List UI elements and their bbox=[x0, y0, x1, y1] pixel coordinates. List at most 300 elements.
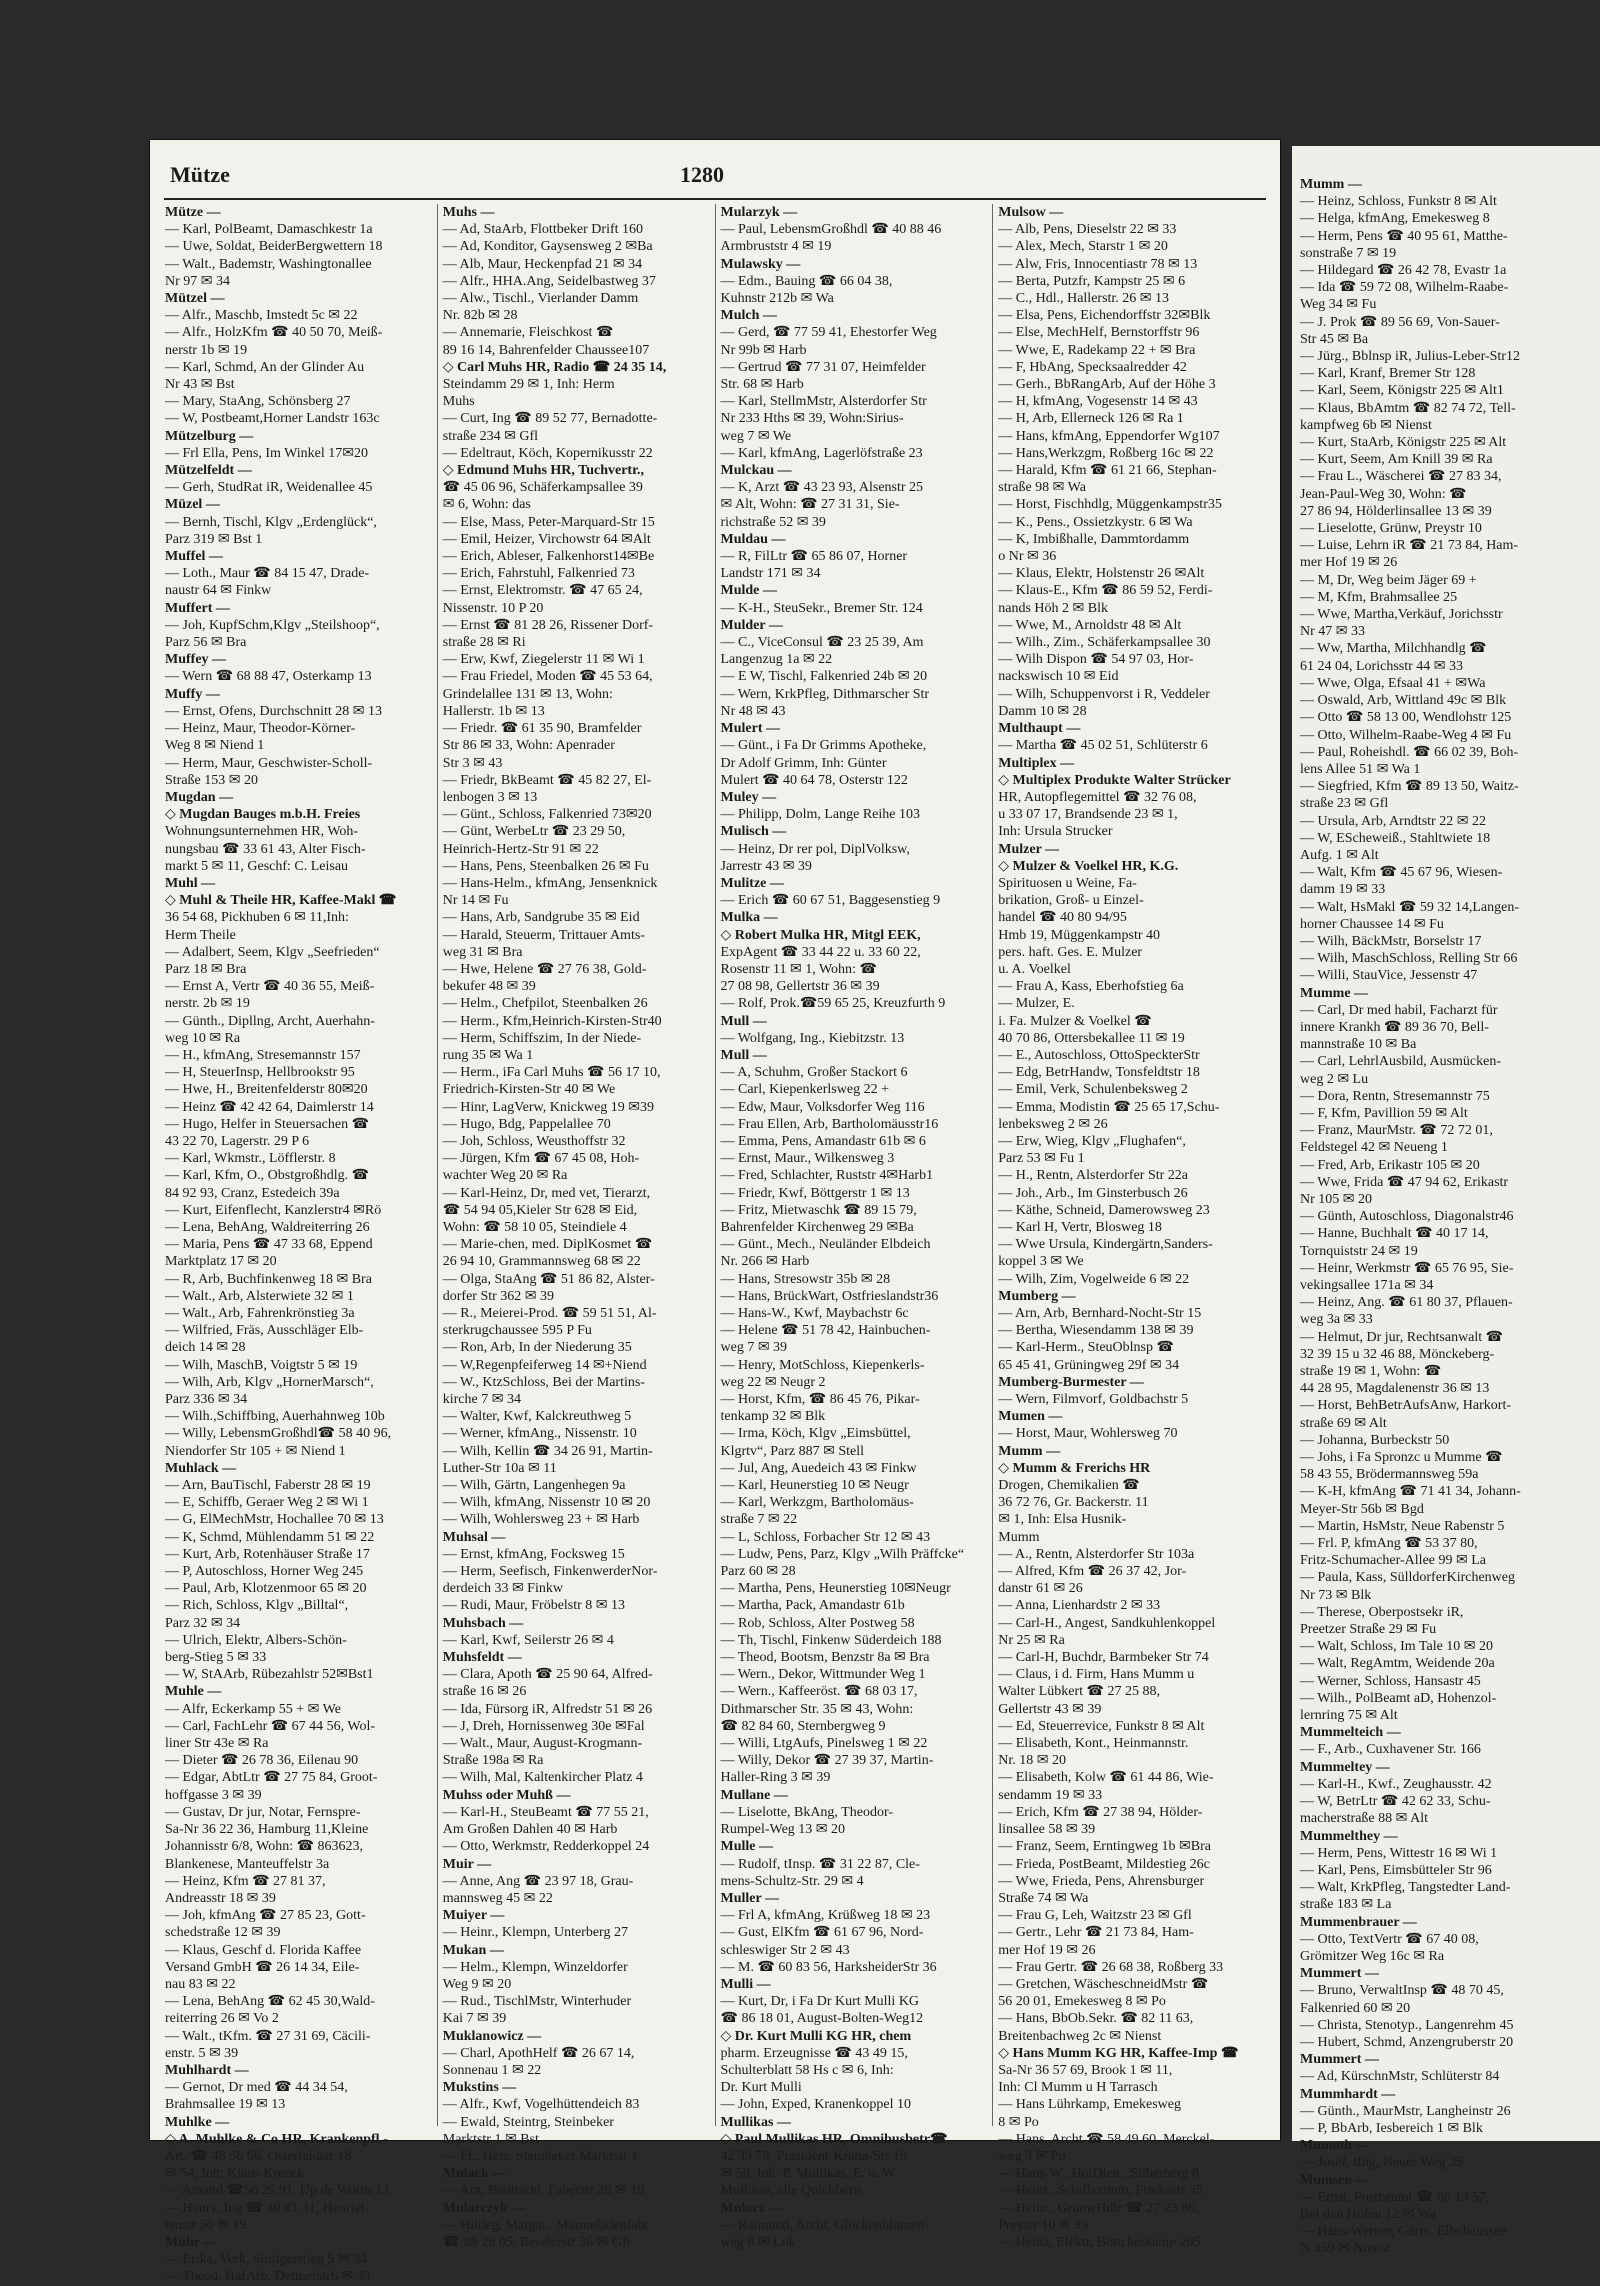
directory-entry: liner Str 43e ✉ Ra bbox=[165, 1736, 269, 1752]
directory-columns bbox=[160, 204, 1270, 2285]
directory-entry: — Adalbert, Seem, Klgv „Seefrieden“ bbox=[165, 944, 380, 960]
directory-entry: — W, BetrLtr ☎ 42 62 33, Schu- bbox=[1300, 1794, 1491, 1810]
directory-entry: — Walt., Arb, Alsterwiete 32 ✉ 1 bbox=[165, 1288, 354, 1304]
directory-entry: — Carl, Dr med habil, Facharzt für bbox=[1300, 1002, 1498, 1018]
directory-entry: — Edw, Maur, Volksdorfer Weg 116 bbox=[720, 1099, 925, 1115]
directory-entry: — Karl, kfmAng, Lagerlöfstraße 23 bbox=[720, 445, 923, 461]
directory-entry: — Lieselotte, Grünw, Preystr 10 bbox=[1300, 521, 1482, 537]
directory-entry: Dr. Kurt Mulli bbox=[720, 2080, 802, 2096]
directory-entry: Brahmsallee 19 ✉ 13 bbox=[165, 2097, 286, 2113]
directory-entry: — Alfr., Maschb, Imstedt 5c ✉ 22 bbox=[165, 308, 358, 324]
directory-entry: — Hans-Helm., kfmAng, Jensenknick bbox=[442, 875, 658, 891]
directory-entry: — Joh, Schloss, Weusthoffstr 32 bbox=[442, 1133, 626, 1149]
directory-entry: — Alfred, Kfm ☎ 26 37 42, Jor- bbox=[998, 1564, 1187, 1580]
directory-entry: — Hugo, Bdg, Pappelallee 70 bbox=[442, 1116, 611, 1132]
surname-heading: Mukstins — bbox=[442, 2080, 517, 2096]
directory-entry: — Karl, Pens, Eimsbütteler Str 96 bbox=[1300, 1862, 1492, 1878]
directory-entry: — Heinz, Maur, Theodor-Körner- bbox=[165, 721, 356, 737]
directory-entry: 43 22 70, Lagerstr. 29 P 6 bbox=[165, 1133, 310, 1149]
directory-entry: — Hans-W., Kwf, Maybachstr 6c bbox=[720, 1306, 909, 1321]
directory-entry: — Helm., Klempn, Winzeldorfer bbox=[442, 1959, 628, 1975]
directory-entry: — Karl, Wkmstr., Löfflerstr. 8 bbox=[165, 1151, 336, 1167]
directory-entry: — W., KtzSchloss, Bei der Martins- bbox=[442, 1374, 645, 1390]
surname-heading: Mütze — bbox=[165, 205, 221, 220]
surname-heading: Muffey — bbox=[165, 652, 227, 668]
directory-entry: — Ernst, kfmAng, Focksweg 15 bbox=[442, 1546, 625, 1562]
directory-entry: — Frau G, Leh, Waitzstr 23 ✉ Gfl bbox=[998, 1908, 1192, 1924]
directory-entry: — Hans, Archt ☎ 58 49 60, Merckel- bbox=[998, 2131, 1215, 2147]
directory-entry: — Hildeg, Margar., Marmeladenfabr bbox=[442, 2217, 650, 2233]
directory-entry: Nr 47 ✉ 33 bbox=[1300, 624, 1366, 640]
directory-entry: — Liselotte, BkAng, Theodor- bbox=[720, 1804, 893, 1820]
directory-entry: — Irma, Köch, Klgv „Eimsbüttel, bbox=[720, 1426, 911, 1442]
directory-entry: Weg 34 ✉ Fu bbox=[1300, 297, 1377, 313]
directory-entry: Spirituosen u Weine, Fa- bbox=[998, 875, 1137, 891]
directory-entry: — Herm., iFa Carl Muhs ☎ 56 17 10, bbox=[442, 1065, 661, 1081]
directory-entry: — Hans, BbOb.Sekr. ☎ 82 11 63, bbox=[998, 2011, 1194, 2027]
surname-heading: Muhsal — bbox=[442, 1529, 506, 1545]
surname-heading: Mummert — bbox=[1300, 2052, 1379, 2068]
directory-entry: Feldstegel 42 ✉ Neueng 1 bbox=[1300, 1140, 1448, 1156]
directory-entry: Jarrestr 43 ✉ 39 bbox=[720, 858, 812, 874]
directory-entry: — H, SteuerInsp, Hellbrookstr 95 bbox=[165, 1065, 355, 1081]
directory-entry: — Karl-H., Kwf., Zeughausstr. 42 bbox=[1300, 1776, 1492, 1792]
directory-entry: u 33 07 17, Brandsende 23 ✉ 1, bbox=[998, 807, 1178, 823]
directory-entry: — Gertr., Lehr ☎ 21 73 84, Ham- bbox=[998, 1925, 1194, 1941]
surname-heading: Muhs — bbox=[442, 205, 495, 220]
directory-entry: Weg 8 ✉ Niend 1 bbox=[165, 738, 265, 754]
directory-entry: — K, Schmd, Mühlendamm 51 ✉ 22 bbox=[165, 1529, 375, 1545]
directory-entry: Rumpel-Weg 13 ✉ 20 bbox=[720, 1822, 846, 1838]
directory-entry: — Walter, Kwf, Kalckreuthweg 5 bbox=[442, 1409, 632, 1425]
directory-entry: — Otto, Werkmstr, Redderkoppel 24 bbox=[442, 1839, 650, 1855]
directory-entry: weg 7 ✉ 39 bbox=[720, 1340, 788, 1356]
surname-heading: Muhl — bbox=[165, 875, 216, 891]
directory-entry: richstraße 52 ✉ 39 bbox=[720, 514, 826, 530]
directory-entry: ◇ Mumm & Frerichs HR bbox=[998, 1460, 1151, 1476]
directory-entry: — Erich, Kfm ☎ 27 38 94, Hölder- bbox=[998, 1804, 1203, 1820]
directory-entry: tenstr 50 ✉ 19 bbox=[165, 2217, 247, 2233]
directory-entry: — Wern, KrkPfleg, Dithmarscher Str bbox=[720, 686, 930, 702]
directory-entry: — Arn, Bautischl, Faberstr 28 ✉ 19 bbox=[442, 2183, 645, 2199]
directory-entry: — Martin, HsMstr, Neue Rabenstr 5 bbox=[1300, 1518, 1505, 1534]
directory-entry: ◇ Paul Mullikas HR, Omnibusbetr☎ bbox=[720, 2131, 948, 2147]
directory-entry: ☎ 82 84 60, Sternbergweg 9 bbox=[720, 1718, 886, 1734]
directory-entry: — Günt., Schloss, Falkenried 73✉20 bbox=[442, 807, 652, 823]
directory-entry: — Clara, Apoth ☎ 25 90 64, Alfred- bbox=[442, 1667, 653, 1683]
page-header bbox=[150, 140, 1280, 190]
directory-entry: — E, Schiffb, Geraer Weg 2 ✉ Wi 1 bbox=[165, 1495, 369, 1511]
directory-entry: — Frau Gertr. ☎ 26 68 38, Roßberg 33 bbox=[998, 1959, 1224, 1975]
surname-heading: Mulli — bbox=[720, 1976, 771, 1992]
directory-entry: ExpAgent ☎ 33 44 22 u. 33 60 22, bbox=[720, 944, 921, 960]
directory-entry: ☎ 45 06 96, Schäferkampsallee 39 bbox=[442, 480, 643, 496]
directory-entry: Nr. 18 ✉ 20 bbox=[998, 1753, 1066, 1769]
directory-entry: — Ida ☎ 59 72 08, Wilhelm-Raabe- bbox=[1300, 280, 1509, 296]
directory-entry: naustr 64 ✉ Finkw bbox=[165, 583, 272, 599]
column-2 bbox=[437, 204, 715, 2250]
directory-entry: — Kurt, StaArb, Königstr 225 ✉ Alt bbox=[1300, 435, 1507, 451]
directory-entry: kampfweg 6b ✉ Nienst bbox=[1300, 417, 1432, 433]
directory-entry: — W, EScheweiß., Stahltwiete 18 bbox=[1300, 830, 1491, 846]
directory-entry: Versand GmbH ☎ 26 14 34, Eile- bbox=[165, 1959, 360, 1975]
directory-entry: Parz 56 ✉ Bra bbox=[165, 635, 247, 651]
directory-entry: — Alfr., HolzKfm ☎ 40 50 70, Meiß- bbox=[165, 325, 383, 341]
directory-entry: wachter Weg 20 ✉ Ra bbox=[442, 1168, 568, 1184]
surname-heading: Mummeltey — bbox=[1300, 1759, 1390, 1775]
directory-entry: — Heinz, Elektr, Böttcherkamp 205 bbox=[998, 2234, 1201, 2250]
directory-entry: — Ad, StaArb, Flottbeker Drift 160 bbox=[442, 222, 644, 238]
directory-entry: — Olga, StaAng ☎ 51 86 82, Alster- bbox=[442, 1271, 655, 1287]
directory-entry: Parz 336 ✉ 34 bbox=[165, 1392, 248, 1408]
directory-entry: — Friedr, Kwf, Böttgerstr 1 ✉ 13 bbox=[720, 1185, 910, 1201]
directory-entry: pers. haft. Ges. E. Mulzer bbox=[998, 944, 1143, 960]
directory-entry: Nr 97 ✉ 34 bbox=[165, 273, 231, 289]
directory-entry: Falkenried 60 ✉ 20 bbox=[1300, 2000, 1411, 2016]
directory-entry: ☎ 89 29 05, Beselerstr 36 ✉ Gfl bbox=[442, 2234, 631, 2250]
directory-entry: Hmb 19, Müggenkampstr 40 bbox=[998, 927, 1161, 943]
surname-heading: Müzel — bbox=[165, 497, 220, 513]
directory-entry: — Hans, kfmAng, Eppendorfer Wg107 bbox=[998, 428, 1220, 444]
directory-entry: danstr 61 ✉ 26 bbox=[998, 1581, 1083, 1597]
directory-entry: — Rudolf, tInsp. ☎ 31 22 87, Cle- bbox=[720, 1856, 920, 1872]
directory-entry: — Ewald, Steintrg, Steinbeker bbox=[442, 2114, 614, 2130]
directory-entry: — Hinr, LagVerw, Knickweg 19 ✉39 bbox=[442, 1099, 655, 1115]
directory-entry: innere Krankh ☎ 89 36 70, Bell- bbox=[1300, 1019, 1489, 1035]
directory-entry: — Wwe, Frieda, Pens, Ahrensburger bbox=[998, 1873, 1205, 1889]
directory-entry: Str 86 ✉ 33, Wohn: Apenrader bbox=[442, 738, 615, 754]
directory-entry: — Carl-H., Angest, Sandkuhlenkoppel bbox=[998, 1615, 1216, 1631]
directory-entry: — Horst, BehBetrAufsAnw, Harkort- bbox=[1300, 1398, 1511, 1414]
directory-entry: Nr 105 ✉ 20 bbox=[1300, 1191, 1373, 1207]
directory-entry: ◇ Multiplex Produkte Walter Strücker bbox=[998, 772, 1231, 788]
directory-entry: ◇ Mulzer & Voelkel HR, K.G. bbox=[998, 858, 1179, 874]
surname-heading: Mulder — bbox=[720, 617, 783, 633]
directory-entry: — Hwe, Helene ☎ 27 76 38, Gold- bbox=[442, 961, 647, 977]
directory-entry: ◇ Carl Muhs HR, Radio ☎ 24 35 14, bbox=[442, 359, 667, 375]
directory-entry: weg 7 ✉ We bbox=[720, 428, 792, 444]
directory-entry: — Walt., Bademstr, Washingtonallee bbox=[165, 256, 372, 272]
directory-entry: — J, Dreh, Hornissenweg 30e ✉Fal bbox=[442, 1718, 645, 1734]
directory-entry: — Wwe, E, Radekamp 22 + ✉ Bra bbox=[998, 342, 1196, 358]
directory-entry: — Fred, Arb, Erikastr 105 ✉ 20 bbox=[1300, 1157, 1480, 1173]
directory-entry: — John, Exped, Kranenkoppel 10 bbox=[720, 2097, 912, 2113]
directory-entry: — Gustav, Dr jur, Notar, Fernspre- bbox=[165, 1804, 361, 1820]
directory-entry: — Martha ☎ 45 02 51, Schlüterstr 6 bbox=[998, 738, 1208, 754]
directory-entry: — Frl A, kfmAng, Krüßweg 18 ✉ 23 bbox=[720, 1908, 931, 1924]
surname-heading: Mützelfeldt — bbox=[165, 463, 252, 479]
surname-heading: Mulle — bbox=[720, 1839, 773, 1855]
directory-entry: — Wwe Ursula, Kindergärtn,Sanders- bbox=[998, 1237, 1213, 1253]
directory-entry: Mulert ☎ 40 64 78, Osterstr 122 bbox=[720, 772, 908, 788]
directory-entry: — Walt, KrkPfleg, Tangstedter Land- bbox=[1300, 1880, 1511, 1896]
directory-entry: — Herm, Pens, Wittestr 16 ✉ Wi 1 bbox=[1300, 1845, 1498, 1861]
directory-entry: — M. ☎ 60 83 56, HarksheiderStr 36 bbox=[720, 1959, 937, 1975]
directory-entry: — Carl, FachLehr ☎ 67 44 56, Wol- bbox=[165, 1718, 376, 1734]
directory-entry: — Kurt, Eifenflecht, Kanzlerstr4 ✉Rö bbox=[165, 1202, 382, 1218]
directory-entry: deich 14 ✉ 28 bbox=[165, 1340, 246, 1356]
directory-entry: N 359 ✉ Nienst bbox=[1300, 2241, 1390, 2257]
directory-entry: — Willy, LebensmGroßhdl☎ 58 40 96, bbox=[165, 1426, 392, 1442]
directory-entry: — Werner, Schloss, Hansastr 45 bbox=[1300, 1673, 1481, 1689]
directory-entry: — Johs, i Fa Spronzc u Mumme ☎ bbox=[1300, 1450, 1503, 1466]
directory-entry: — Walt, Schloss, Im Tale 10 ✉ 20 bbox=[1300, 1639, 1494, 1655]
next-page-edge bbox=[1292, 146, 1600, 2257]
directory-entry: Sa-Nr 36 22 36, Hamburg 11,Kleine bbox=[165, 1822, 369, 1838]
surname-heading: Mumen — bbox=[998, 1409, 1063, 1425]
directory-entry: — Hans-W., HotDien., Silberberg 8 bbox=[998, 2166, 1199, 2182]
directory-entry: — Frl. P, kfmAng ☎ 53 37 80, bbox=[1300, 1536, 1478, 1552]
directory-entry: — Wilh, MaschSchloss, Relling Str 66 bbox=[1300, 951, 1518, 967]
directory-entry: — Kurt, Arb, Rotenhäuser Straße 17 bbox=[165, 1546, 370, 1562]
directory-entry: — Ron, Arb, In der Niederung 35 bbox=[442, 1340, 632, 1356]
directory-entry: Preetzer Straße 29 ✉ Fu bbox=[1300, 1622, 1437, 1638]
directory-entry: — Marie-chen, med. DiplKosmet ☎ bbox=[442, 1237, 653, 1253]
directory-entry: — Paul, LebensmGroßhdl ☎ 40 88 46 bbox=[720, 222, 942, 238]
directory-entry: — Uwe, Soldat, BeiderBergwettern 18 bbox=[165, 239, 383, 255]
directory-entry: — Walt, HsMakl ☎ 59 32 14,Langen- bbox=[1300, 899, 1520, 915]
directory-entry: — Heinz, Schloss, Funkstr 8 ✉ Alt bbox=[1300, 194, 1497, 210]
directory-entry: — H., Rentn, Alsterdorfer Str 22a bbox=[998, 1168, 1188, 1184]
directory-entry: — Helmut, Dr jur, Rechtsanwalt ☎ bbox=[1300, 1329, 1504, 1345]
directory-entry: Hallerstr. 1b ✉ 13 bbox=[442, 703, 545, 719]
directory-entry: — K, Arzt ☎ 43 23 93, Alsenstr 25 bbox=[720, 480, 924, 496]
directory-entry: — Wwe, Olga, Efsaal 41 + ✉Wa bbox=[1300, 675, 1486, 691]
directory-entry: — K., Pens., Ossietzkystr. 6 ✉ Wa bbox=[998, 514, 1193, 530]
directory-entry: — Th, Tischl, Finkenw Süderdeich 188 bbox=[720, 1632, 942, 1648]
directory-entry: — E W, Tischl, Falkenried 24b ✉ 20 bbox=[720, 669, 928, 685]
directory-entry: — Carl-H, Buchdr, Barmbeker Str 74 bbox=[998, 1650, 1209, 1666]
directory-entry: Aufg. 1 ✉ Alt bbox=[1300, 847, 1379, 863]
directory-page bbox=[150, 140, 1280, 2285]
directory-entry: — Günt., Mech., Neuländer Elbdeich bbox=[720, 1237, 931, 1253]
directory-entry: — Ad, KürschnMstr, Schlüterstr 84 bbox=[1300, 2069, 1500, 2085]
directory-entry: — Arn, BauTischl, Faberstr 28 ✉ 19 bbox=[165, 1478, 371, 1494]
directory-entry: weg 3 ✉ Po bbox=[998, 2148, 1066, 2164]
directory-entry: — Emil, Heizer, Virchowstr 64 ✉Alt bbox=[442, 531, 651, 547]
directory-entry: — Karl-Herm., SteuOblnsp ☎ bbox=[998, 1340, 1174, 1356]
directory-entry: nau 83 ✉ 22 bbox=[165, 1976, 236, 1992]
directory-entry: — Heinr., Schiffszimm, Frickestr 35 bbox=[998, 2183, 1203, 2199]
directory-entry: — Hans, Pens, Steenbalken 26 ✉ Fu bbox=[442, 858, 649, 874]
directory-entry: — Karl H, Vertr, Blosweg 18 bbox=[998, 1219, 1162, 1235]
directory-entry: reiterring 26 ✉ Vo 2 bbox=[165, 2011, 279, 2027]
directory-entry: — Karl, Kfm, O., Obstgroßhdlg. ☎ bbox=[165, 1168, 370, 1184]
directory-entry: — Emma, Pens, Amandastr 61b ✉ 6 bbox=[720, 1133, 926, 1149]
directory-entry: Langenzug 1a ✉ 22 bbox=[720, 652, 833, 668]
directory-entry: Nr 73 ✉ Blk bbox=[1300, 1587, 1372, 1603]
surname-heading: Mukan — bbox=[442, 1942, 504, 1958]
directory-entry: Blankenese, Manteuffelstr 3a bbox=[165, 1856, 330, 1872]
directory-entry: mer Hof 19 ✉ 26 bbox=[1300, 555, 1398, 571]
directory-entry: lernring 75 ✉ Alt bbox=[1300, 1708, 1398, 1724]
directory-entry: Nissenstr. 10 P 20 bbox=[442, 600, 544, 616]
directory-entry: 61 24 04, Lorichsstr 44 ✉ 33 bbox=[1300, 658, 1463, 674]
directory-entry: — Emil, Verk, Schulenbeksweg 2 bbox=[998, 1082, 1188, 1098]
directory-entry: — Hildegard ☎ 26 42 78, Evastr 1a bbox=[1300, 263, 1507, 279]
directory-entry: — Theod, HafArb, Detmerstr6 ✉ 33 bbox=[165, 2269, 371, 2285]
directory-entry: — Heinr., Klempn, Unterberg 27 bbox=[442, 1925, 628, 1941]
directory-entry: — Ernst, Elektromstr. ☎ 47 65 24, bbox=[442, 583, 643, 599]
directory-entry: — Ww, Martha, Milchhandlg ☎ bbox=[1300, 641, 1487, 657]
directory-entry: — M, Dr, Weg beim Jäger 69 + bbox=[1300, 572, 1477, 588]
directory-entry: Sa-Nr 36 57 69, Brook 1 ✉ 11, bbox=[998, 2062, 1173, 2078]
directory-entry: 44 28 95, Magdalenenstr 36 ✉ 13 bbox=[1300, 1381, 1490, 1397]
directory-entry: — W, StAArb, Rübezahlstr 52✉Bst1 bbox=[165, 1667, 374, 1683]
directory-entry: weg 3a ✉ 33 bbox=[1300, 1312, 1373, 1328]
directory-entry: — Gertrud ☎ 77 31 07, Heimfelder bbox=[720, 359, 926, 375]
directory-entry: weg 10 ✉ Ra bbox=[165, 1030, 241, 1046]
directory-entry: — R., Meierei-Prod. ☎ 59 51 51, Al- bbox=[442, 1306, 657, 1321]
directory-entry: Haller-Ring 3 ✉ 39 bbox=[720, 1770, 831, 1786]
directory-entry: 58 43 55, Brödermannsweg 59a bbox=[1300, 1467, 1479, 1483]
directory-entry: bekufer 48 ✉ 39 bbox=[442, 979, 536, 995]
directory-entry: — Bernh, Tischl, Klgv „Erdenglück“, bbox=[165, 514, 377, 530]
directory-entry: — C., Hdl., Hallerstr. 26 ✉ 13 bbox=[998, 291, 1170, 307]
surname-heading: Muffert — bbox=[165, 600, 230, 616]
directory-entry: sendamm 19 ✉ 33 bbox=[998, 1787, 1103, 1803]
directory-entry: — Klaus, Geschf d. Florida Kaffee bbox=[165, 1942, 362, 1958]
directory-entry: — Heinz, Kfm ☎ 27 81 37, bbox=[165, 1873, 326, 1889]
directory-entry: — Karl, Heunerstieg 10 ✉ Neugr bbox=[720, 1478, 909, 1494]
directory-entry: — Karl-H., SteuBeamt ☎ 77 55 21, bbox=[442, 1804, 649, 1820]
directory-entry: — K-H, kfmAng ☎ 71 41 34, Johann- bbox=[1300, 1484, 1521, 1500]
directory-entry: — Jul, Ang, Auedeich 43 ✉ Finkw bbox=[720, 1460, 917, 1476]
surname-heading: Mulsow — bbox=[998, 205, 1064, 220]
surname-heading: Mularzyk — bbox=[720, 205, 798, 220]
directory-entry: Parz 319 ✉ Bst 1 bbox=[165, 531, 263, 547]
directory-entry: straße 16 ✉ 26 bbox=[442, 1684, 527, 1700]
directory-entry: — Wilh, Arb, Klgv „HornerMarsch“, bbox=[165, 1374, 374, 1390]
directory-entry: macherstraße 88 ✉ Alt bbox=[1300, 1811, 1428, 1827]
directory-entry: — Oswald, Arb, Wittland 49c ✉ Blk bbox=[1300, 693, 1507, 709]
directory-entry: — Frau Friedel, Moden ☎ 45 53 64, bbox=[442, 669, 653, 685]
surname-heading: Mumm — bbox=[998, 1443, 1061, 1459]
directory-entry: — Wern, Filmvorf, Goldbachstr 5 bbox=[998, 1392, 1189, 1408]
directory-entry: — Johanna, Burbeckstr 50 bbox=[1300, 1432, 1450, 1448]
directory-entry: Parz 32 ✉ 34 bbox=[165, 1615, 241, 1631]
directory-entry: rung 35 ✉ Wa 1 bbox=[442, 1047, 534, 1063]
surname-heading: Mullikas — bbox=[720, 2114, 791, 2130]
directory-entry: i. Fa. Mulzer & Voelkel ☎ bbox=[998, 1013, 1152, 1029]
surname-heading: Multiplex — bbox=[998, 755, 1075, 771]
directory-entry: ◇ Robert Mulka HR, Mitgl EEK, bbox=[720, 927, 921, 943]
directory-entry: weg 2 ✉ Lu bbox=[1300, 1071, 1369, 1087]
directory-entry: Weg 9 ✉ 20 bbox=[442, 1976, 512, 1992]
directory-entry: — Charl, ApothHelf ☎ 26 67 14, bbox=[442, 2045, 635, 2061]
directory-entry: ◇ Muhl & Theile HR, Kaffee-Makl ☎ bbox=[165, 893, 397, 909]
directory-entry: handel ☎ 40 80 94/95 bbox=[998, 910, 1127, 926]
directory-entry: markt 5 ✉ 11, Geschf: C. Leisau bbox=[165, 858, 349, 874]
directory-entry: ◇ Mugdan Bauges m.b.H. Freies bbox=[165, 807, 361, 823]
directory-entry: — Elisabeth, Kont., Heinmannstr. bbox=[998, 1736, 1189, 1752]
directory-entry: brikation, Groß- u Einzel- bbox=[998, 893, 1144, 909]
directory-entry: kirche 7 ✉ 34 bbox=[442, 1392, 521, 1408]
directory-entry: schleswiger Str 2 ✉ 43 bbox=[720, 1942, 850, 1958]
directory-entry: — Carl, Kiepenkerlsweg 22 + bbox=[720, 1082, 889, 1098]
directory-entry: ◇ A. Muhlke & Co HR, Krankenpfl.- bbox=[165, 2131, 388, 2147]
directory-entry: — Alb, Pens, Dieselstr 22 ✉ 33 bbox=[998, 222, 1177, 238]
directory-entry: koppel 3 ✉ We bbox=[998, 1254, 1084, 1270]
directory-entry: — Wwe, Martha,Verkäuf, Jorichsstr bbox=[1300, 607, 1503, 623]
directory-entry: Luther-Str 10a ✉ 11 bbox=[442, 1460, 557, 1476]
directory-entry: Tornquiststr 24 ✉ 19 bbox=[1300, 1243, 1418, 1259]
directory-entry: — Hans, Arb, Sandgrube 35 ✉ Eid bbox=[442, 910, 640, 926]
directory-entry: — R, Arb, Buchfinkenweg 18 ✉ Bra bbox=[165, 1271, 372, 1287]
directory-entry: — Jürgen, Kfm ☎ 67 45 08, Hoh- bbox=[442, 1151, 640, 1167]
directory-entry: — Gerh., BbRangArb, Auf der Höhe 3 bbox=[998, 377, 1216, 393]
directory-entry: enstr. 5 ✉ 39 bbox=[165, 2045, 239, 2061]
directory-entry: Nr 48 ✉ 43 bbox=[720, 703, 786, 719]
directory-entry: — Erich ☎ 60 67 51, Baggesenstieg 9 bbox=[720, 893, 941, 909]
directory-entry: Mullikas, alle Quickborn bbox=[720, 2183, 861, 2199]
directory-entry: — Hans Lührkamp, Emekesweg bbox=[998, 2097, 1181, 2113]
column-4 bbox=[992, 204, 1270, 2250]
directory-entry: — Lena, BehAng, Waldreiterring 26 bbox=[165, 1219, 370, 1235]
surname-heading: Mulch — bbox=[720, 308, 777, 324]
surname-heading: Muffy — bbox=[165, 686, 220, 702]
directory-entry: horner Chaussee 14 ✉ Fu bbox=[1300, 916, 1444, 932]
directory-entry: — Rud., TischlMstr, Winterhuder bbox=[442, 1994, 632, 2010]
directory-entry: Marktstr 1 ✉ Bst bbox=[442, 2131, 539, 2147]
directory-entry: — Joh., Arb., Im Ginsterbusch 26 bbox=[998, 1185, 1188, 1201]
directory-entry: Niendorfer Str 105 + ✉ Niend 1 bbox=[165, 1443, 346, 1459]
surname-heading: Muller — bbox=[720, 1890, 779, 1906]
directory-entry: Meyer-Str 56b ✉ Bgd bbox=[1300, 1501, 1424, 1517]
directory-entry: mer Hof 19 ✉ 26 bbox=[998, 1942, 1096, 1958]
directory-entry: — Walt, Kfm ☎ 45 67 96, Wiesen- bbox=[1300, 865, 1503, 881]
directory-entry: — Friedr, BkBeamt ☎ 45 82 27, El- bbox=[442, 772, 652, 788]
directory-entry: 27 08 98, Gellertstr 36 ✉ 39 bbox=[720, 979, 880, 995]
directory-entry: — A., Rentn, Alsterdorfer Str 103a bbox=[998, 1546, 1195, 1562]
directory-entry: — Helga, kfmAng, Emekesweg 8 bbox=[1300, 211, 1490, 227]
directory-entry: — W, Postbeamt,Horner Landstr 163c bbox=[165, 411, 380, 427]
directory-entry: — Curt, Ing ☎ 89 52 77, Bernadotte- bbox=[442, 411, 658, 427]
directory-entry: nungsbau ☎ 33 61 43, Alter Fisch- bbox=[165, 841, 366, 857]
directory-entry: — Günt., i Fa Dr Grimms Apotheke, bbox=[720, 738, 927, 754]
directory-entry: — Gerh, StudRat iR, Weidenallee 45 bbox=[165, 480, 373, 496]
directory-entry: — Gust, ElKfm ☎ 61 67 96, Nord- bbox=[720, 1925, 924, 1941]
header-guide-word: Mütze bbox=[170, 162, 230, 187]
surname-heading: Mulde — bbox=[720, 583, 777, 599]
directory-entry: 56 20 01, Emekesweg 8 ✉ Po bbox=[998, 1994, 1166, 2010]
directory-entry: — Walt., Maur, August-Krogmann- bbox=[442, 1736, 643, 1752]
directory-entry: — Bertha, Wiesendamm 138 ✉ 39 bbox=[998, 1323, 1194, 1339]
surname-heading: Muhsbach — bbox=[442, 1615, 524, 1631]
directory-entry: Landstr 171 ✉ 34 bbox=[720, 566, 821, 582]
directory-entry: — Heinr, Werkmstr ☎ 65 76 95, Sie- bbox=[1300, 1260, 1514, 1276]
directory-entry: straße 19 ✉ 1, Wohn: ☎ bbox=[1300, 1364, 1442, 1380]
surname-heading: Mull — bbox=[720, 1013, 767, 1029]
directory-entry: Nr 43 ✉ Bst bbox=[165, 377, 235, 393]
surname-heading: Muir — bbox=[442, 1856, 492, 1872]
column-1 bbox=[160, 204, 437, 2285]
surname-heading: Mulawsky — bbox=[720, 256, 801, 272]
directory-entry: — Edm., Bauing ☎ 66 04 38, bbox=[720, 273, 893, 289]
directory-entry: — J. Prok ☎ 89 56 69, Von-Sauer- bbox=[1300, 314, 1500, 330]
directory-entry: Parz 18 ✉ Bra bbox=[165, 961, 247, 977]
directory-entry: — Herm, Seefisch, FinkenwerderNor- bbox=[442, 1564, 658, 1580]
directory-entry: — Alb, Maur, Heckenpfad 21 ✉ 34 bbox=[442, 256, 643, 272]
directory-entry: Inh: Cl Mumm u H Tarrasch bbox=[998, 2080, 1158, 2096]
next-page-column bbox=[1292, 146, 1600, 2258]
directory-entry: — F, HbAng, Specksaalredder 42 bbox=[998, 359, 1187, 375]
surname-heading: Mulack — bbox=[442, 2166, 507, 2182]
surname-heading: Mummenbrauer — bbox=[1300, 1914, 1417, 1930]
directory-entry: Str. 68 ✉ Harb bbox=[720, 377, 804, 393]
directory-entry: — Ernst, Maur., Wilkensweg 3 bbox=[720, 1151, 895, 1167]
directory-entry: — Wwe, M., Arnoldstr 48 ✉ Alt bbox=[998, 617, 1182, 633]
